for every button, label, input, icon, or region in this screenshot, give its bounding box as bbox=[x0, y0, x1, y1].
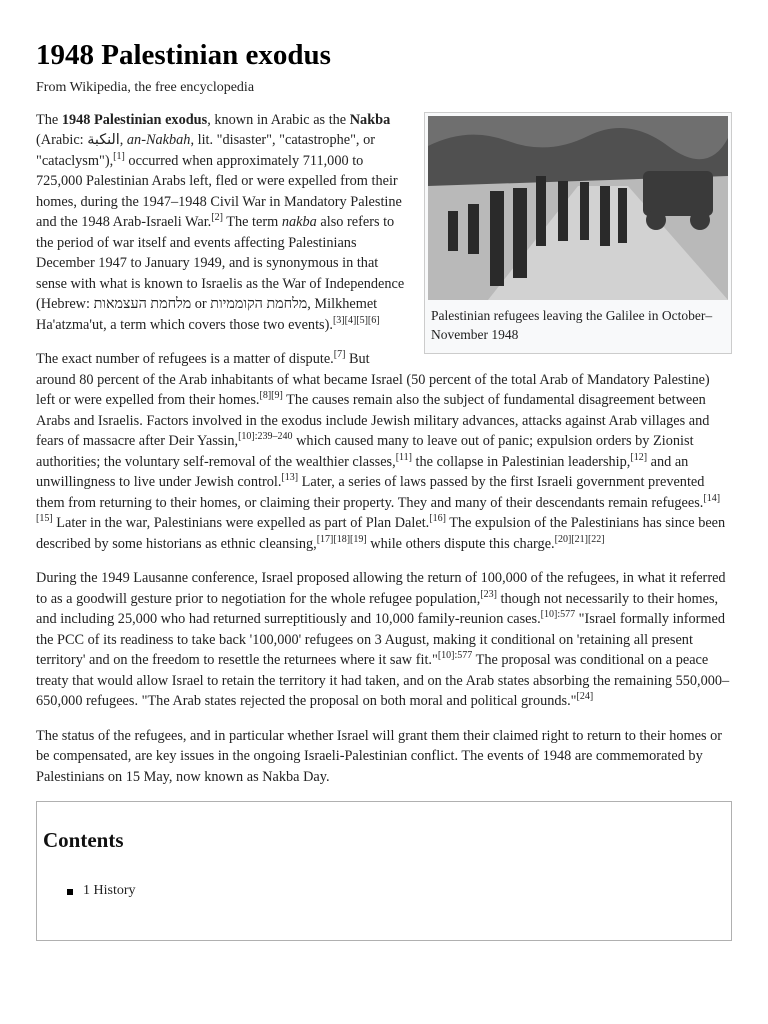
citation[interactable]: [1] bbox=[113, 151, 125, 163]
citation[interactable]: [20][21][22] bbox=[554, 534, 605, 546]
citation[interactable]: [16] bbox=[429, 513, 446, 525]
citation[interactable]: [8][9] bbox=[259, 390, 283, 402]
citation[interactable]: [17][18][19] bbox=[316, 534, 367, 546]
citation[interactable]: [13] bbox=[281, 472, 299, 484]
contents-heading: Contents bbox=[43, 828, 124, 853]
intro-paragraph: The 1948 Palestinian exodus, known in Arabic as the Nakba (Arabic: النكبة, an-Nakbah, lit. "disaster", "catastrophe", or "cataclysm"),[1] occurred when approximately 711,000 to 725,000 Palestinian Arabs left, fled or were expelled from their homes, during the 1947–1948 Civil War in Mandatory Palestine and the 1948 Arab-Israeli War.[2] The term nakba also refers to the period of war itself and events affecting Palestinians December 1947 to January 1949, and is synonymous in that sense with what is known to Israelis as the War of Independence (Hebrew: מלחמת העצמאות or מלחמת הקוממיות, Milkhemet Ha'atzma'ut, a term which covers those two events).[3][4][5][6] bbox=[36, 111, 405, 333]
citation[interactable]: [12] bbox=[630, 452, 648, 464]
lausanne-paragraph: During the 1949 Lausanne conference, Israel proposed allowing the return of 100,000 of the refugees, in what it referred to as a goodwill gesture prior to negotiation for the whole refugee population,[23] though not necessarily to their homes, and including 25,000 who had returned surreptitiously and 10,000 family-reunion cases.$^{[10]:577}$ "Israel formally informed the PCC of its readiness to take back '100,000' refugees on 3 August, making it conditional on 'retaining all present territory' and on the freedom to resettle the returnees where it saw fit."$^{[10]:577}$ The proposal was conditional on a peace treaty that would allow Israel to retain the territory it had taken, and on the Arab states absorbing the remaining 550,000–650,000 refugees. "The Arab states rejected the proposal on both moral and political grounds."[24] bbox=[36, 570, 730, 710]
citation[interactable]: [7] bbox=[333, 349, 346, 361]
bold-term: 1948 Palestinian exodus bbox=[61, 111, 208, 128]
citation[interactable]: [10]:577 bbox=[540, 609, 576, 621]
refugees-photo[interactable] bbox=[428, 116, 728, 300]
table-of-contents bbox=[36, 801, 732, 941]
citation[interactable]: [11] bbox=[395, 452, 412, 464]
contents-list bbox=[43, 883, 725, 899]
citation[interactable]: [24] bbox=[576, 691, 594, 703]
contents-item-history[interactable]: 1 History bbox=[65, 883, 725, 899]
status-paragraph: The status of the refugees, and in particular whether Israel will grant them their claimed right to return to their homes or be compensated, are key issues in the ongoing Israeli-Palestinian conflict. The events of 1948 are commemorated by Palestinians on 15 May, now known as Nakba Day. bbox=[36, 727, 723, 785]
citation[interactable]: [3][4][5][6] bbox=[332, 315, 380, 327]
page-title: 1948 Palestinian exodus bbox=[36, 39, 331, 71]
infobox-figure bbox=[424, 112, 732, 354]
citation[interactable]: [2] bbox=[211, 212, 223, 224]
citation[interactable]: [10]:577 bbox=[437, 650, 473, 662]
bold-term: Nakba bbox=[349, 111, 391, 128]
refugees-paragraph: The exact number of refugees is a matter of dispute.[7] But around 80 percent of the Arab inhabitants of what became Israel (50 percent of the total Arab of Mandatory Palestine) left or were expelled from their homes.[8][9] The causes remain also the subject of fundamental disagreement between Arabs and Israelis. Factors involved in the exodus include Jewish military advances, attacks against Arab villages and fears of massacre after Deir Yassin,$^{[10]:239-240}$ which caused many to leave out of panic; expulsion orders by Zionist authorities; the voluntary self-removal of the wealthier classes,[11] the collapse in Palestinian leadership,[12] and an unwillingness to live under Jewish control.[13] Later, a series of laws passed by the first Israeli government prevented them from returning to their homes, or claiming their property. They and many of their descendants remain refugees.[14][15] Later in the war, Palestinians were expelled as part of Plan Dalet.[16] The expulsion of the Palestinians has since been described by some historians as ethnic cleansing,[17][18][19] while others dispute this charge.[20][21][22] bbox=[36, 349, 726, 552]
tagline: From Wikipedia, the free encyclopedia bbox=[36, 79, 255, 95]
citation[interactable]: [23] bbox=[480, 589, 497, 601]
citation[interactable]: [14][15] bbox=[36, 493, 721, 525]
figure-caption: Palestinian refugees leaving the Galilee in October–November 1948 bbox=[431, 307, 713, 342]
citation[interactable]: [10]:239–240 bbox=[238, 431, 293, 443]
